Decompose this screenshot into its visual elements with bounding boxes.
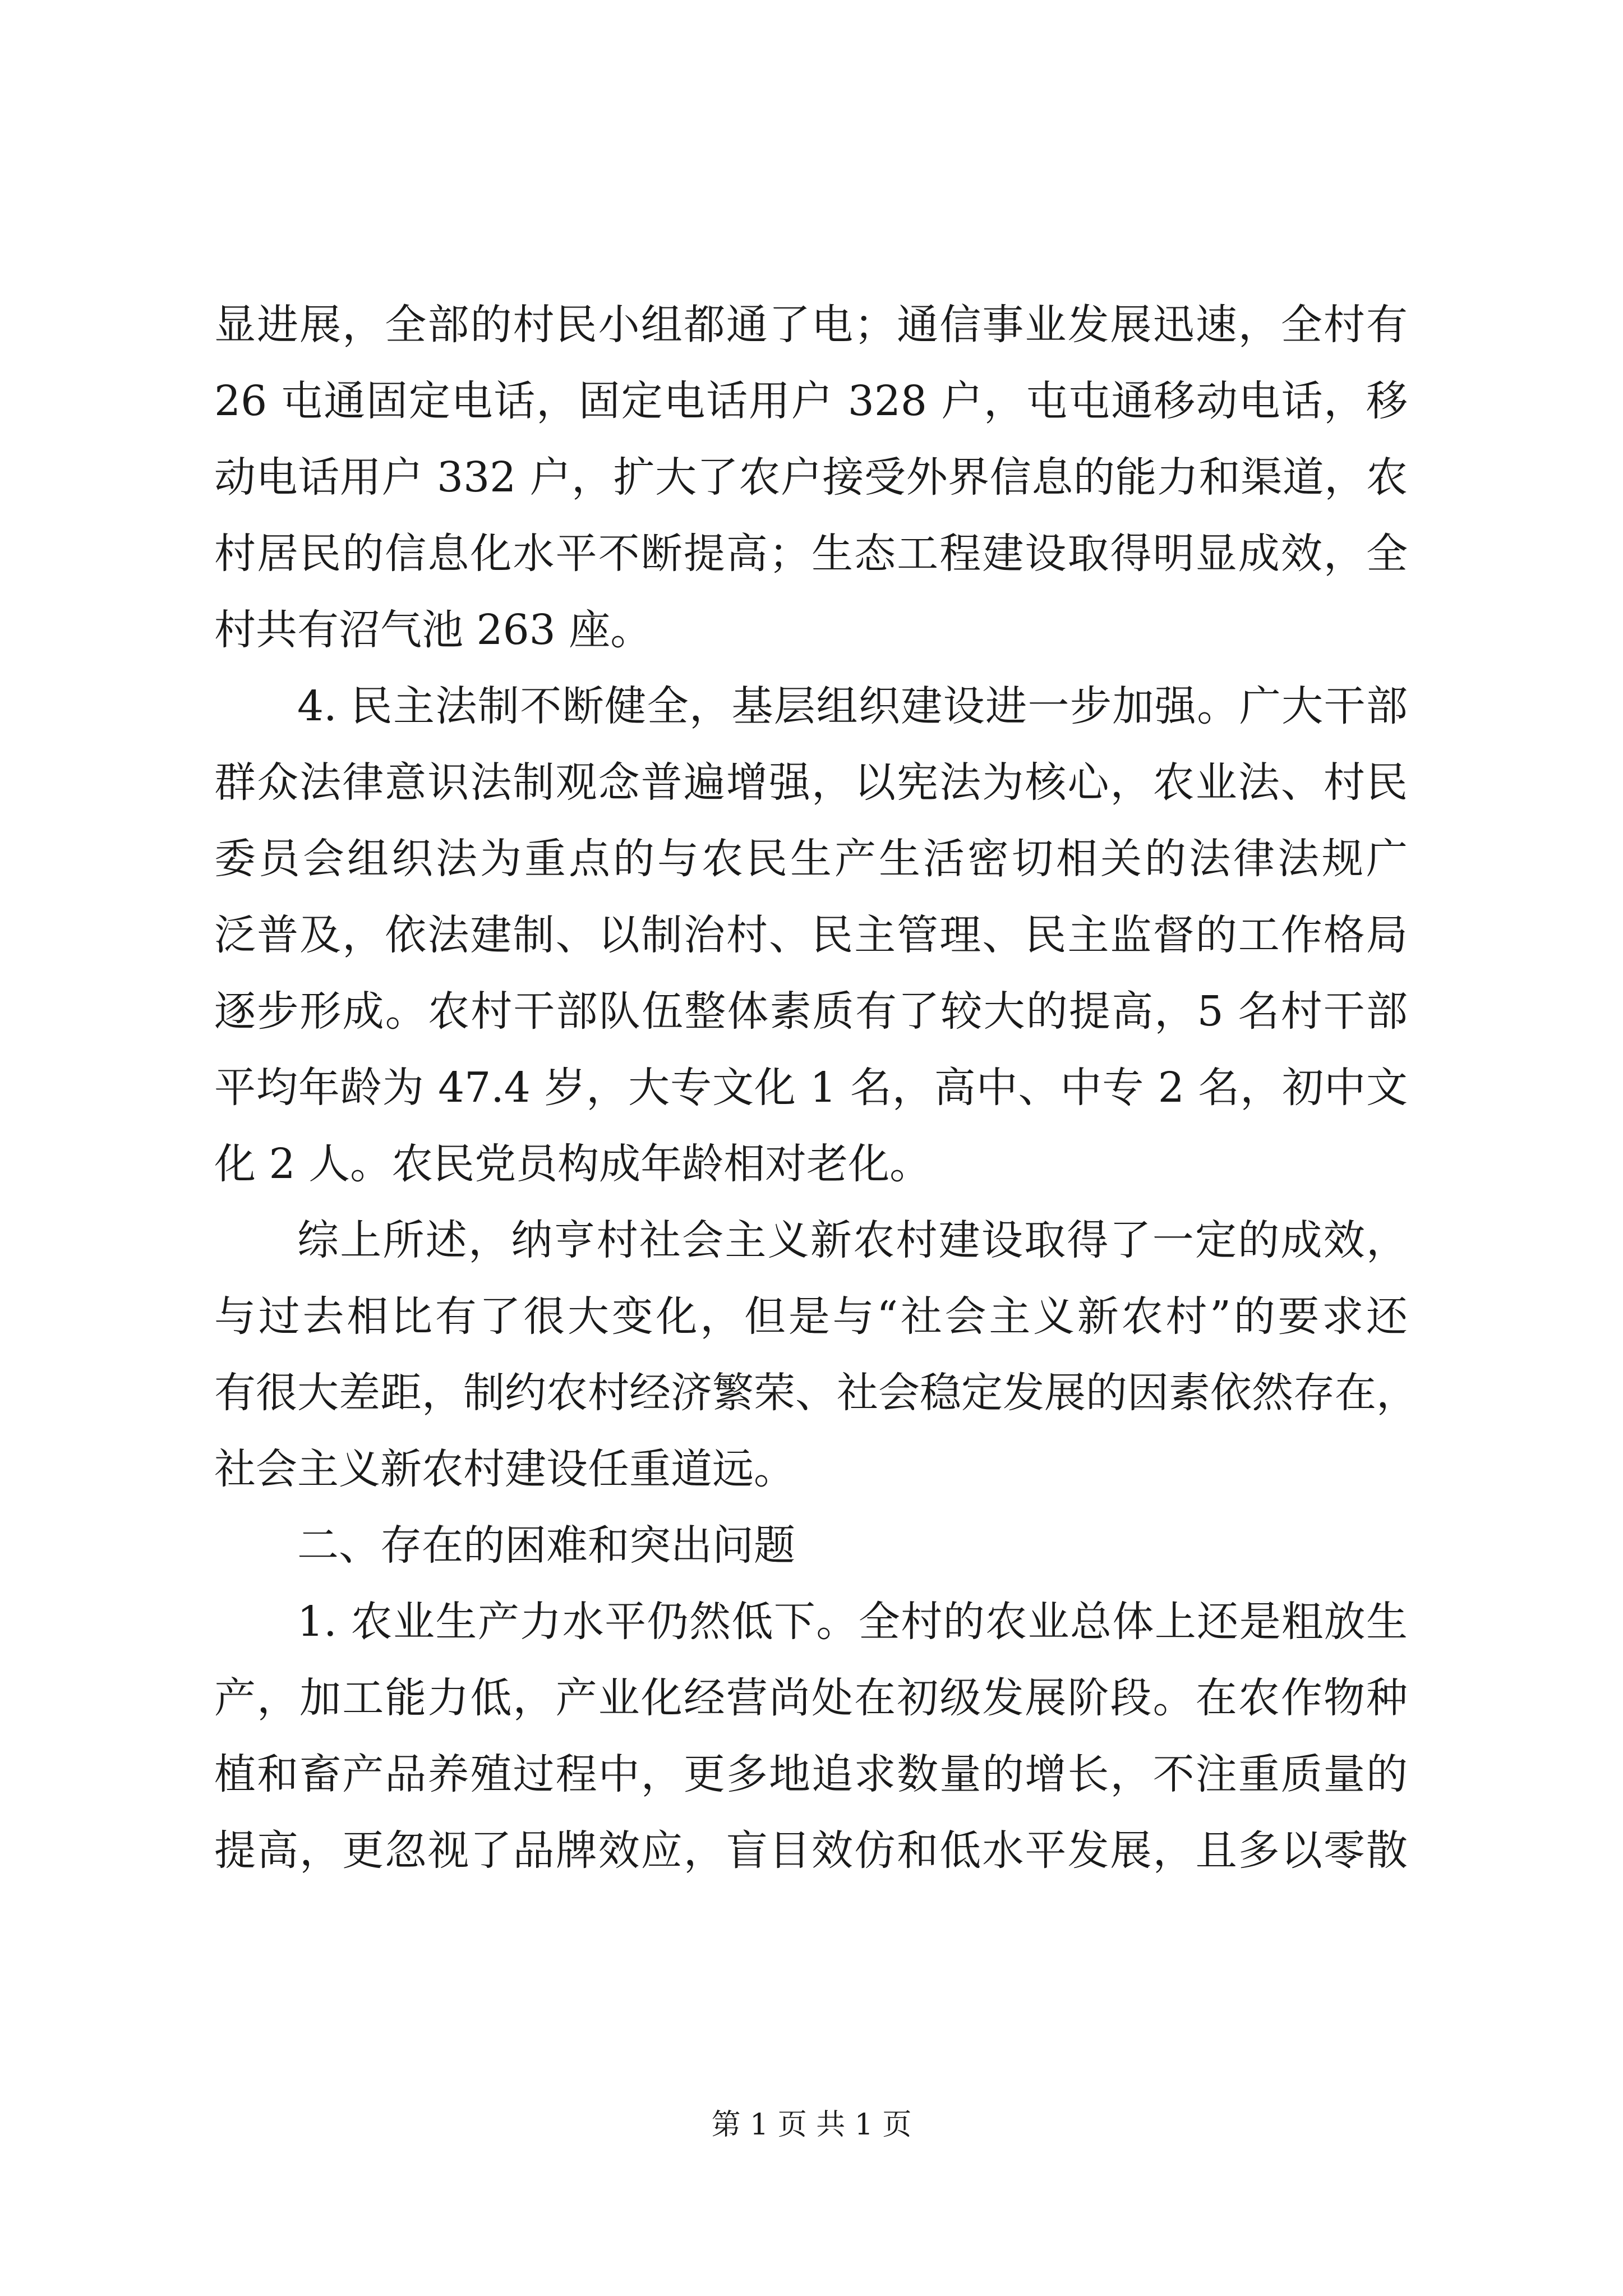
text-line: 群众法律意识法制观念普遍增强，以宪法为核心，农业法、村民	[214, 758, 1408, 807]
paragraph-first-line: 综上所述，纳亨村社会主义新农村建设取得了一定的成效，	[297, 1216, 1408, 1264]
text-line: 泛普及，依法建制、以制治村、民主管理、民主监督的工作格局	[214, 911, 1408, 959]
text-line: 化 2 人。农民党员构成年龄相对老化。	[214, 1140, 932, 1188]
paragraph-first-line: 4. 民主法制不断健全，基层组织建设进一步加强。广大干部	[297, 682, 1408, 730]
paragraph-first-line: 二、存在的困难和突出问题	[297, 1521, 795, 1570]
text-line: 村居民的信息化水平不断提高；生态工程建设取得明显成效，全	[214, 530, 1408, 578]
text-line: 有很大差距，制约农村经济繁荣、社会稳定发展的因素依然存在，	[214, 1369, 1418, 1417]
text-line: 委员会组织法为重点的与农民生产生活密切相关的法律法规广	[214, 835, 1408, 883]
text-line: 显进展，全部的村民小组都通了电；通信事业发展迅速，全村有	[214, 301, 1408, 349]
text-line: 逐步形成。农村干部队伍整体素质有了较大的提高，5 名村干部	[214, 987, 1408, 1036]
paragraph-first-line: 1. 农业生产力水平仍然低下。全村的农业总体上还是粗放生	[297, 1598, 1408, 1646]
text-line: 产，加工能力低，产业化经营尚处在初级发展阶段。在农作物种	[214, 1674, 1408, 1722]
page-footer: 第 1 页 共 1 页	[711, 2108, 912, 2142]
text-line: 与过去相比有了很大变化，但是与“社会主义新农村”的要求还	[214, 1292, 1408, 1341]
text-line: 植和畜产品养殖过程中，更多地追求数量的增长，不注重质量的	[214, 1750, 1408, 1798]
text-line: 平均年龄为 47.4 岁，大专文化 1 名，高中、中专 2 名，初中文	[214, 1064, 1408, 1112]
text-line: 动电话用户 332 户，扩大了农户接受外界信息的能力和渠道，农	[214, 453, 1408, 501]
text-line: 社会主义新农村建设任重道远。	[214, 1445, 795, 1493]
text-line: 提高，更忽视了品牌效应，盲目效仿和低水平发展，且多以零散	[214, 1826, 1408, 1875]
text-line: 26 屯通固定电话，固定电话用户 328 户，屯屯通移动电话，移	[214, 377, 1408, 425]
text-line: 村共有沼气池 263 座。	[214, 606, 652, 654]
